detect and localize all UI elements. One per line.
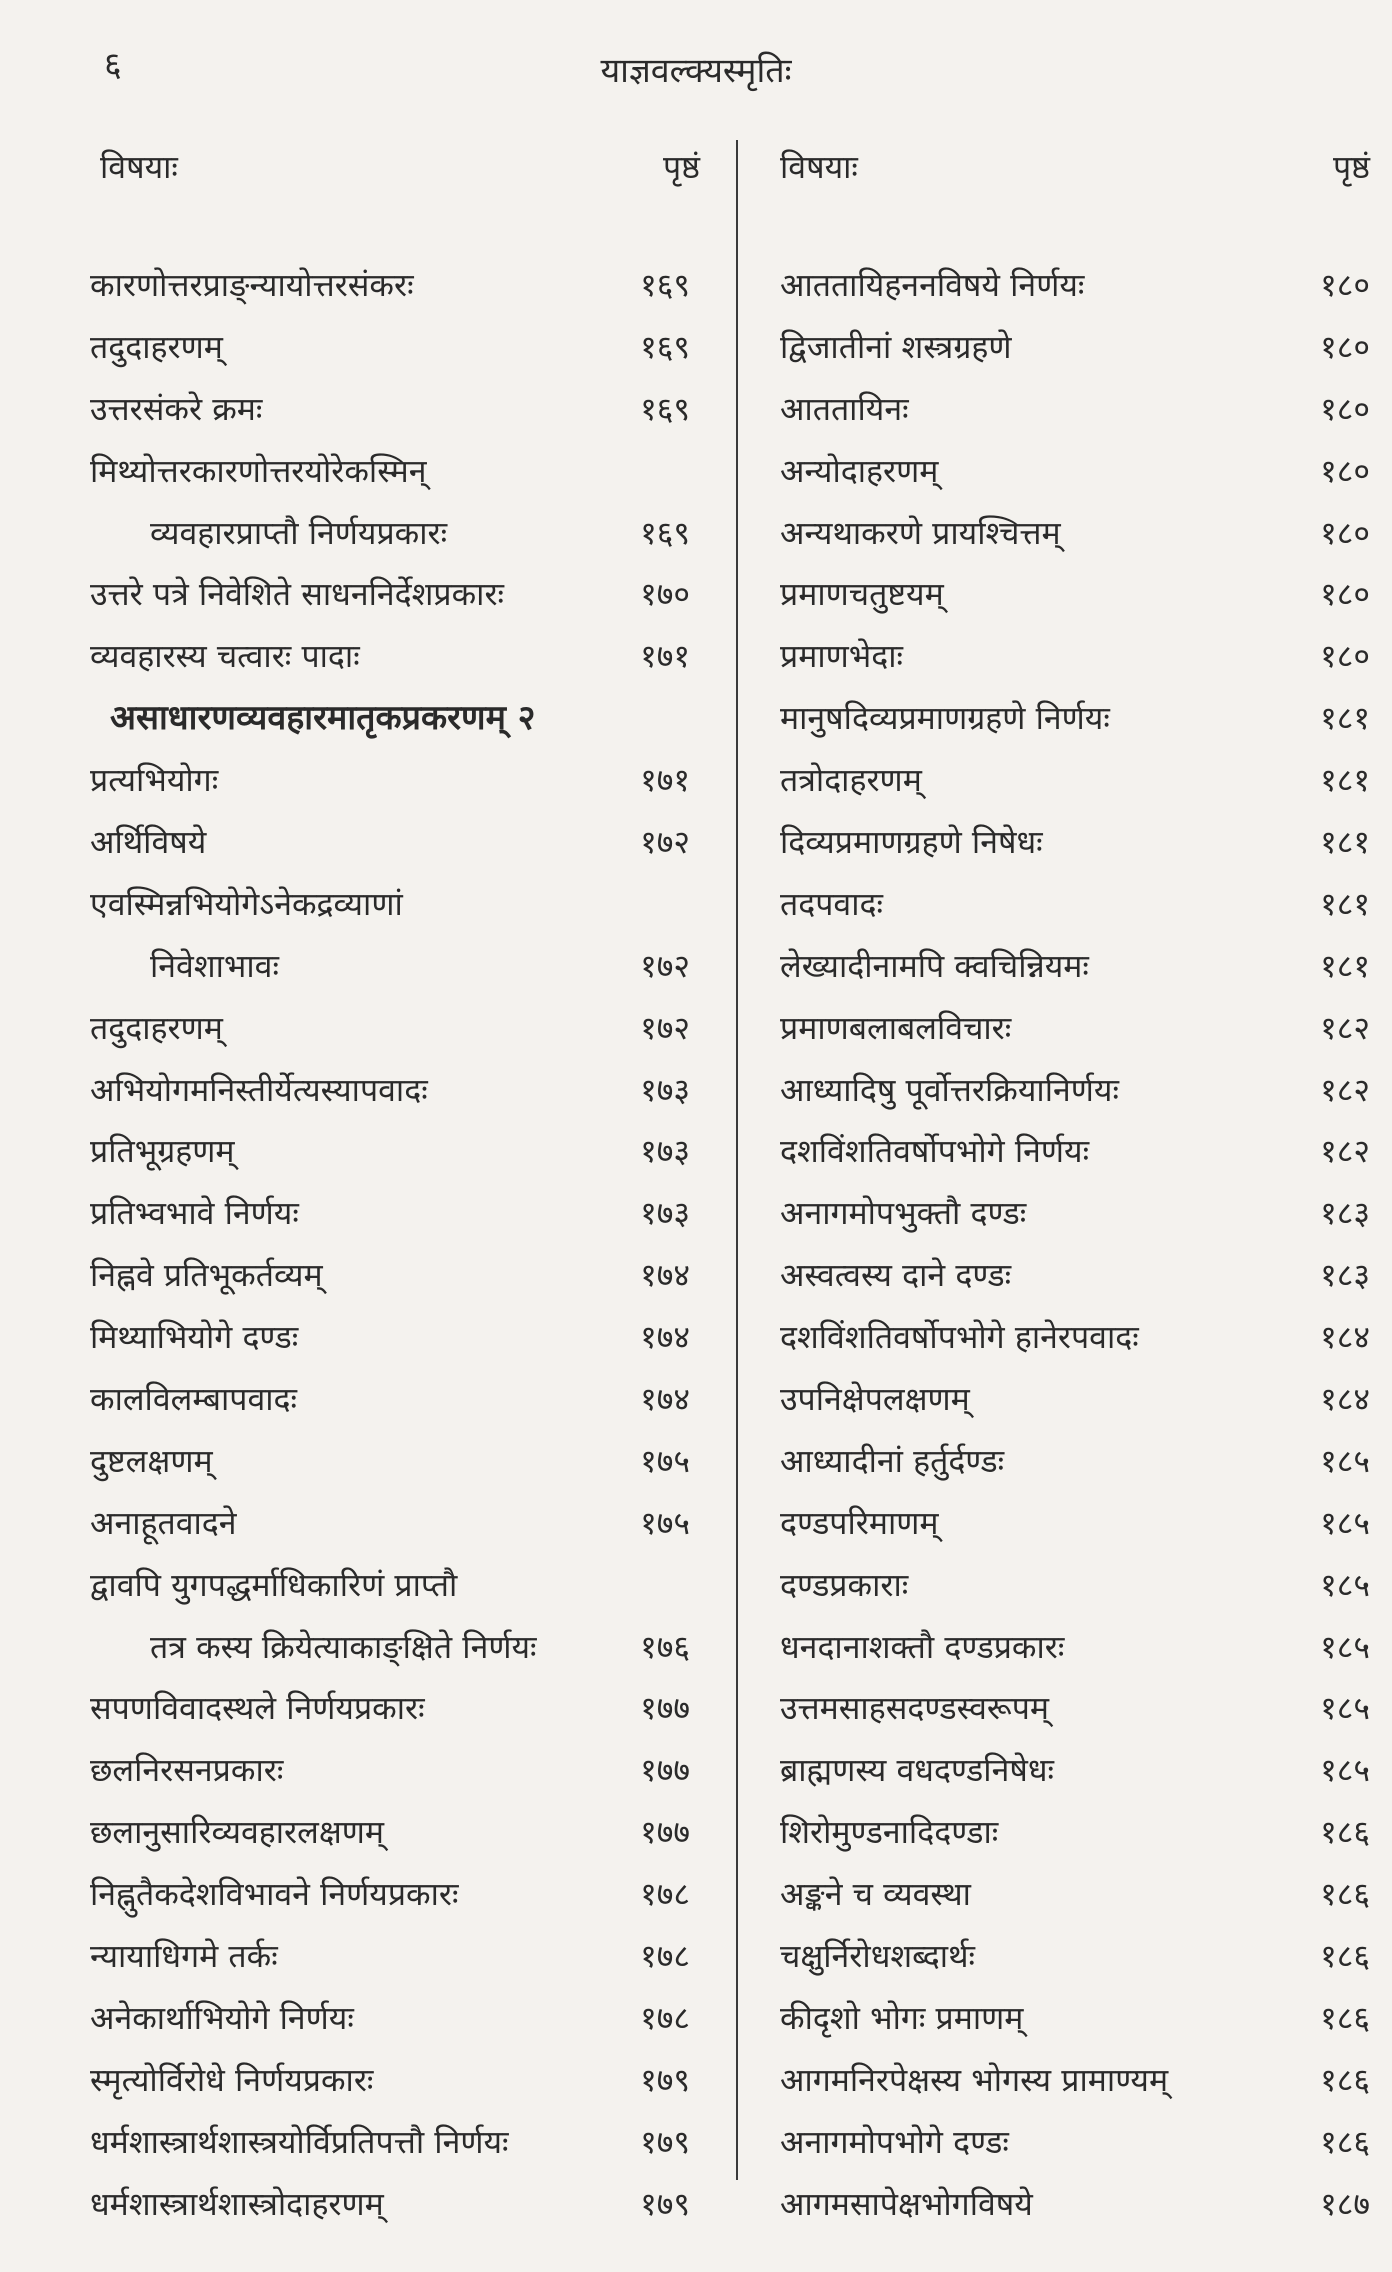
- entry-page: १८५: [1320, 1751, 1370, 1790]
- toc-entry: [70, 874, 700, 936]
- toc-entry: [760, 750, 1370, 812]
- entry-title: आगमसापेक्षभोगविषये: [780, 2184, 1033, 2223]
- toc-entry: [760, 688, 1370, 750]
- entry-title: न्यायाधिगमे तर्कः: [90, 1937, 278, 1976]
- entry-title: प्रमाणचतुष्टयम्: [780, 575, 944, 614]
- entry-page: १८६: [1320, 2060, 1370, 2099]
- toc-entry: [70, 379, 700, 441]
- toc-entry: [760, 2112, 1370, 2174]
- entry-page: १७७: [640, 1813, 690, 1852]
- entry-page: १८१: [1320, 946, 1370, 985]
- entry-page: १७२: [640, 823, 690, 862]
- entry-title: तदुदाहरणम्: [90, 327, 223, 366]
- entry-title: उत्तरे पत्रे निवेशिते साधननिर्देशप्रकारः: [90, 575, 505, 614]
- toc-entry: [70, 1740, 700, 1802]
- toc-entry: [70, 2174, 700, 2236]
- toc-entry: [70, 1121, 700, 1183]
- entry-title: प्रतिभूग्रहणम्: [90, 1132, 235, 1171]
- entry-title: उत्तरसंकरे क्रमः: [90, 389, 263, 428]
- toc-entry: [70, 2112, 700, 2174]
- entry-page: १८०: [1320, 575, 1370, 614]
- entry-page: १७८: [640, 1998, 690, 2037]
- entry-page: १७३: [640, 1132, 690, 1171]
- entry-page: १८०: [1320, 389, 1370, 428]
- column-header: [70, 145, 700, 205]
- toc-entry: [760, 1245, 1370, 1307]
- entry-title: आध्यादीनां हर्तुर्दण्डः: [780, 1441, 1005, 1480]
- entry-page: १८६: [1320, 2122, 1370, 2161]
- entry-page: १७७: [640, 1751, 690, 1790]
- entry-title: दुष्टलक्षणम्: [90, 1441, 213, 1480]
- entry-title: उपनिक्षेपलक्षणम्: [780, 1380, 970, 1419]
- entry-page: १७३: [640, 1194, 690, 1233]
- entry-title: मिथ्याभियोगे दण्डः: [90, 1318, 299, 1357]
- entry-title: दण्डपरिमाणम्: [780, 1503, 939, 1542]
- page-label: पृष्ठं: [662, 148, 700, 186]
- entry-page: १७७: [640, 1689, 690, 1728]
- entry-title: आततायिहननविषये निर्णयः: [780, 266, 1085, 304]
- toc-entry: [70, 1493, 700, 1555]
- toc-entry: [760, 1802, 1370, 1864]
- toc-entry: [70, 1555, 700, 1617]
- entry-title: आगमनिरपेक्षस्य भोगस्य प्रामाण्यम्: [780, 2060, 1169, 2099]
- toc-entry: [70, 1988, 700, 2050]
- toc-entry: [70, 1802, 700, 1864]
- entry-page: १७१: [640, 637, 690, 676]
- toc-entry: [760, 317, 1370, 379]
- entry-title: प्रमाणभेदाः: [780, 637, 904, 676]
- entry-page: १८६: [1320, 1937, 1370, 1976]
- entry-title: अनेकार्थाभियोगे निर्णयः: [90, 1998, 354, 2037]
- entry-title: अनागमोपभोगे दण्डः: [780, 2122, 1009, 2161]
- entry-title: दशविंशतिवर्षोपभोगे निर्णयः: [780, 1132, 1090, 1171]
- entry-title: अस्वत्वस्य दाने दण्डः: [780, 1256, 1012, 1295]
- toc-entry: [760, 1369, 1370, 1431]
- entry-title: मानुषदिव्यप्रमाणग्रहणे निर्णयः: [780, 699, 1110, 738]
- entry-title: छलानुसारिव्यवहारलक्षणम्: [90, 1813, 385, 1852]
- entry-page: १८२: [1320, 1132, 1370, 1171]
- column-header: [760, 145, 1370, 205]
- entry-title: लेख्यादीनामपि क्वचिन्नियमः: [780, 946, 1089, 985]
- entry-page: १७४: [640, 1318, 690, 1357]
- entry-title: ब्राह्मणस्य वधदण्डनिषेधः: [780, 1751, 1054, 1790]
- entry-title: द्विजातीनां शस्त्रग्रहणे: [780, 327, 1012, 366]
- entry-title: प्रमाणबलाबलविचारः: [780, 1008, 1012, 1047]
- entry-title: धर्मशास्त्रार्थशास्त्रोदाहरणम्: [90, 2184, 384, 2223]
- entry-title: चक्षुर्निरोधशब्दार्थः: [780, 1937, 975, 1976]
- entry-page: १८१: [1320, 823, 1370, 862]
- toc-entry: [760, 503, 1370, 565]
- entry-title: अनाहूतवादने: [90, 1503, 237, 1542]
- entry-title: तत्र कस्य क्रियेत्याकाङ्क्षिते निर्णयः: [150, 1627, 537, 1666]
- entry-title: कारणोत्तरप्राङ्न्यायोत्तरसंकरः: [90, 266, 414, 304]
- page-label: पृष्ठं: [1332, 148, 1370, 186]
- entry-title: अभियोगमनिस्तीर्येत्यस्यापवादः: [90, 1070, 428, 1109]
- entry-page: १७३: [640, 1070, 690, 1109]
- toc-entry: [70, 564, 700, 626]
- running-title: याज्ञवल्क्यस्मृतिः: [600, 51, 792, 91]
- toc-entry: [70, 998, 700, 1060]
- toc-entry: [760, 1678, 1370, 1740]
- entry-page: १८१: [1320, 699, 1370, 738]
- entry-page: १७२: [640, 1008, 690, 1047]
- entry-title: प्रत्यभियोगः: [90, 761, 219, 800]
- toc-entry: [70, 1369, 700, 1431]
- entry-page: १८५: [1320, 1689, 1370, 1728]
- entry-title: निह्नवे प्रतिभूकर्तव्यम्: [90, 1256, 323, 1295]
- toc-entry: [760, 812, 1370, 874]
- entry-page: १६९: [640, 327, 690, 366]
- toc-entry: [70, 626, 700, 688]
- entry-title: तदुदाहरणम्: [90, 1008, 223, 1047]
- toc-entry: [760, 1060, 1370, 1122]
- entry-page: १६९: [640, 266, 690, 304]
- column-divider: [736, 140, 738, 2180]
- toc-entry: [760, 255, 1370, 317]
- toc-entry: [70, 503, 700, 565]
- toc-entry: [760, 441, 1370, 503]
- entry-page: १८४: [1320, 1318, 1370, 1357]
- entry-title: दशविंशतिवर्षोपभोगे हानेरपवादः: [780, 1318, 1139, 1357]
- entry-title: स्मृत्योर्विरोधे निर्णयप्रकारः: [90, 2060, 374, 2099]
- entry-page: १७९: [640, 2122, 690, 2161]
- entry-title: अर्थिविषये: [90, 823, 207, 862]
- toc-entry: [760, 1988, 1370, 2050]
- entry-page: १८२: [1320, 1070, 1370, 1109]
- entry-page: १७०: [640, 575, 690, 614]
- toc-entry: [70, 441, 700, 503]
- entry-page: १७९: [640, 2184, 690, 2223]
- entry-page: १८३: [1320, 1194, 1370, 1233]
- toc-entry: [760, 1740, 1370, 1802]
- entry-page: १८५: [1320, 1627, 1370, 1666]
- entry-title: असाधारणव्यवहारमातृकप्रकरणम् २: [110, 698, 536, 739]
- toc-entry: [70, 1307, 700, 1369]
- entry-title: दण्डप्रकाराः: [780, 1565, 909, 1604]
- entry-page: १७५: [640, 1441, 690, 1480]
- toc-entry: [70, 750, 700, 812]
- toc-entry: [70, 1926, 700, 1988]
- toc-entry: [760, 1121, 1370, 1183]
- entry-page: १८०: [1320, 451, 1370, 490]
- toc-entry: [70, 936, 700, 998]
- entry-page: १८१: [1320, 884, 1370, 923]
- entry-title: अङ्कने च व्यवस्था: [780, 1875, 971, 1914]
- section-heading: [70, 688, 700, 750]
- toc-entry: [760, 379, 1370, 441]
- entry-title: आततायिनः: [780, 389, 909, 428]
- toc-entry: [760, 1555, 1370, 1617]
- entry-title: अन्यथाकरणे प्रायश्चित्तम्: [780, 513, 1061, 552]
- entry-title: कालविलम्बापवादः: [90, 1380, 298, 1419]
- entry-page: १६९: [640, 389, 690, 428]
- entry-page: १७४: [640, 1380, 690, 1419]
- entry-title: व्यवहारप्राप्तौ निर्णयप्रकारः: [150, 513, 448, 552]
- entry-page: १७६: [640, 1627, 690, 1666]
- toc-entry: [70, 1183, 700, 1245]
- entry-page: १८०: [1320, 266, 1370, 304]
- subjects-label: विषयाः: [780, 148, 858, 186]
- toc-entry: [70, 812, 700, 874]
- entry-title: आध्यादिषु पूर्वोत्तरक्रियानिर्णयः: [780, 1070, 1119, 1109]
- entry-title: तत्रोदाहरणम्: [780, 761, 922, 800]
- entry-page: १७१: [640, 761, 690, 800]
- entry-page: १८५: [1320, 1441, 1370, 1480]
- entry-page: १८०: [1320, 637, 1370, 676]
- entry-title: दिव्यप्रमाणग्रहणे निषेधः: [780, 823, 1043, 862]
- entry-page: १७५: [640, 1503, 690, 1542]
- entry-page: १७८: [640, 1937, 690, 1976]
- toc-entry: [70, 255, 700, 317]
- entry-page: १८५: [1320, 1503, 1370, 1542]
- toc-entry: [760, 2050, 1370, 2112]
- entry-list: [760, 255, 1370, 2236]
- entry-title: अन्योदाहरणम्: [780, 451, 939, 490]
- entry-page: १८६: [1320, 1998, 1370, 2037]
- toc-entry: [760, 1183, 1370, 1245]
- entry-page: १८०: [1320, 327, 1370, 366]
- toc-entry: [70, 1245, 700, 1307]
- entry-page: १६९: [640, 513, 690, 552]
- toc-entry: [70, 1060, 700, 1122]
- entry-title: धर्मशास्त्रार्थशास्त्रयोर्विप्रतिपत्तौ निर्णयः: [90, 2122, 509, 2161]
- toc-entry: [760, 998, 1370, 1060]
- entry-title: सपणविवादस्थले निर्णयप्रकारः: [90, 1689, 425, 1728]
- toc-entry: [70, 1431, 700, 1493]
- entry-title: व्यवहारस्य चत्वारः पादाः: [90, 637, 360, 676]
- entry-title: निह्नुतैकदेशविभावने निर्णयप्रकारः: [90, 1875, 459, 1914]
- entry-page: १८६: [1320, 1813, 1370, 1852]
- entry-page: १८७: [1320, 2184, 1370, 2223]
- toc-entry: [760, 1617, 1370, 1679]
- entry-title: प्रतिभ्वभावे निर्णयः: [90, 1194, 299, 1233]
- entry-page: १८४: [1320, 1380, 1370, 1419]
- toc-entry: [70, 2050, 700, 2112]
- subjects-label: विषयाः: [100, 148, 178, 186]
- entry-title: धनदानाशक्तौ दण्डप्रकारः: [780, 1627, 1065, 1666]
- entry-title: निवेशाभावः: [150, 946, 279, 985]
- entry-page: १७२: [640, 946, 690, 985]
- entry-title: कीदृशो भोगः प्रमाणम्: [780, 1998, 1024, 2037]
- entry-page: १८१: [1320, 761, 1370, 800]
- toc-entry: [760, 936, 1370, 998]
- toc-entry: [760, 626, 1370, 688]
- toc-entry: [760, 1926, 1370, 1988]
- entry-page: १८०: [1320, 513, 1370, 552]
- entry-title: द्वावपि युगपद्धर्माधिकारिणं प्राप्तौ: [90, 1565, 458, 1604]
- entry-title: अनागमोपभुक्तौ दण्डः: [780, 1194, 1027, 1233]
- entry-title: तदपवादः: [780, 884, 883, 923]
- toc-entry: [760, 1431, 1370, 1493]
- toc-entry: [760, 2174, 1370, 2236]
- toc-entry: [70, 1678, 700, 1740]
- toc-entry: [760, 1493, 1370, 1555]
- entry-page: १८२: [1320, 1008, 1370, 1047]
- toc-entry: [760, 1864, 1370, 1926]
- left-column: [70, 145, 700, 2236]
- entry-list: [70, 255, 700, 2236]
- entry-title: छलनिरसनप्रकारः: [90, 1751, 284, 1790]
- entry-page: १८३: [1320, 1256, 1370, 1295]
- entry-title: मिथ्योत्तरकारणोत्तरयोरेकस्मिन्: [90, 451, 427, 490]
- entry-page: १८५: [1320, 1565, 1370, 1604]
- toc-entry: [760, 874, 1370, 936]
- toc-entry: [70, 1617, 700, 1679]
- entry-title: उत्तमसाहसदण्डस्वरूपम्: [780, 1689, 1050, 1728]
- right-column: [760, 145, 1370, 2236]
- toc-entry: [70, 317, 700, 379]
- toc-entry: [70, 1864, 700, 1926]
- entry-page: १८६: [1320, 1875, 1370, 1914]
- entry-page: १७८: [640, 1875, 690, 1914]
- entry-page: १७४: [640, 1256, 690, 1295]
- page-number: ६: [104, 45, 122, 85]
- entry-page: १७९: [640, 2060, 690, 2099]
- toc-entry: [760, 1307, 1370, 1369]
- entry-title: एवस्मिन्नभियोगेऽनेकद्रव्याणां: [90, 884, 403, 923]
- entry-title: शिरोमुण्डनादिदण्डाः: [780, 1813, 999, 1852]
- toc-entry: [760, 564, 1370, 626]
